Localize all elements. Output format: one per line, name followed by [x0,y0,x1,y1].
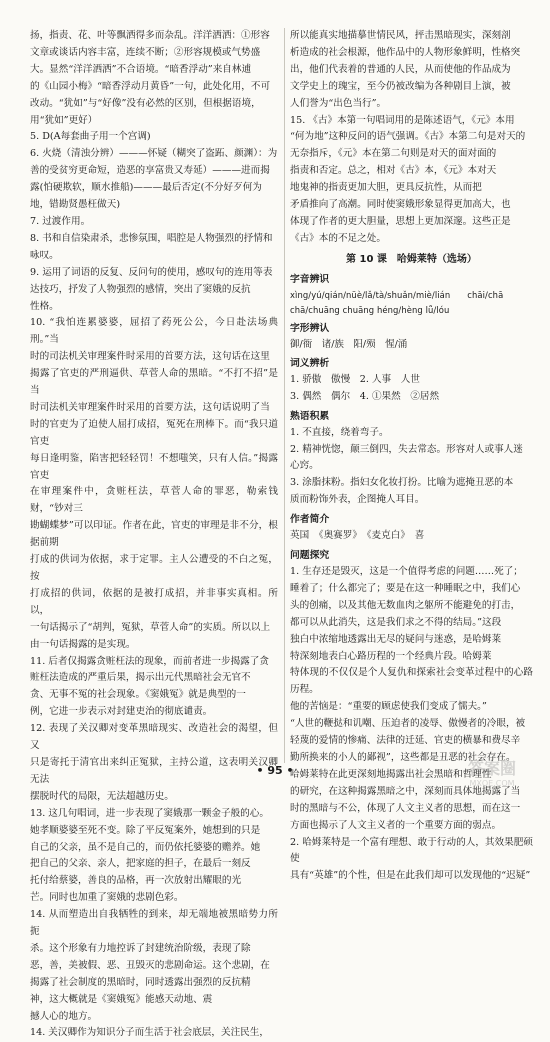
text-line: 指责和否定。总之，相对《古》本，《元》本对天 [290,165,497,177]
text-line: 析造成的社会根源，他作品中的人物形象鲜明，性格突 [290,46,521,58]
text-line: 6. 火烧（清浊分辨）———怀疑（糊突了盗跖、颜渊）：为 [30,148,278,160]
text-line: 人们誉为“出色当行”。 [290,97,387,109]
text-line: 7. 过渡作用。 [30,215,91,227]
text-line: 勘蝴蝶梦”可以印证。作者在此，官吏的审理是非不分，根据前期 [30,520,278,549]
shu-yu-line-3b: 质而粉饰外表，企图掩人耳目。 [290,494,425,506]
text-line: 独白中浓缩地透露出无尽的疑问与迷惑，是哈姆莱 [290,633,502,645]
shu-yu-line-2: 2. 精神恍惚，颠三倒四，失去常态。形容对人或事人迷 [290,443,523,455]
text-line: 用“犹如”更好） [30,114,98,126]
zuo-zhe-line: 英国 《奥赛罗》 《麦克白》 喜 [290,530,425,542]
text-line: 12. 表现了关汉卿对变革黑暗现实、改造社会的渴望，但又 [30,723,278,752]
text-line: 13. 这几句唱词，进一步表现了窦娥那一颗金子般的心。 [30,807,269,819]
text-line: 时的司法机关审理案件时采用的首要方法，这句话在这里 [30,351,270,363]
section-heading-zuo-zhe: 作者简介 [290,514,330,526]
page-number: • 95 • [256,764,294,777]
text-line: 11. 后者仅揭露贪赃枉法的现象，而前者进一步揭露了贪 [30,655,269,667]
text-line: 打成招的供词，依据的是被打成招，并非事实真相。所以， [30,587,278,616]
text-line: 揭露了官吏的严刑逼供、草菅人命的黑暗。“不打不招”是当 [30,368,278,397]
column-divider [284,28,285,763]
watermark-logo [446,754,538,790]
text-line: 撼人心的地方。 [30,1010,98,1022]
text-line: 扬，指责、花、叶等飘洒得多而杂乱。洋洋洒洒：①形容 [30,30,270,41]
text-line: 善的受贫穷更命短，造恶的享富贵又寿延）———进而揭 [30,165,270,177]
text-line: 《古》本的不足之处。 [290,232,386,244]
text-line: 改动。“犹如”与“好像”没有必然的区别，但根据语境， [30,97,261,109]
text-line: 时司法机关审理案件时采用的首要方法，这句话说明了当 [30,401,270,413]
section-heading-zi-yin: 字音辨识 [290,273,330,285]
text-line: 由一句话揭露的是实现。 [30,638,136,650]
text-line: 恶，善，美被假、恶、丑毁灭的悲剧命运。这个悲剧，在 [30,959,270,971]
text-line: 勤所换来的小人的鄙视”，这些都是丑恶的社会存在。 [290,752,516,763]
text-line: 咏叹。 [30,249,59,261]
shu-yu-line-3: 3. 涂脂抹粉。指妇女化妆打扮。比喻为遮掩丑恶的本 [290,477,514,489]
section-heading-zi-xing: 字形辨认 [290,322,330,334]
text-line: 文章或谈话内容丰富，连续不断；②形容规模或气势盛 [30,46,261,58]
text-line: 每日逢明鉴，陷害把轻轻罚！不想嗤笑，只有人信。”揭露官吏 [30,452,278,481]
right-answers [290,564,533,885]
text-line: 头的创痛，以及其他无数血肉之躯所不能避免的打击， [290,599,521,611]
text-line: 出，他们代表着的普通的人民，从而使他的作品成为 [290,63,511,75]
text-line: 的研究，在这种揭露黑暗之中，深刻而具体地揭露了当 [290,785,521,797]
text-line: 他的苦恼是：“重要的顾虑使我们变成了懦夫。” [290,701,487,713]
text-line: 的《山园小梅》“暗香浮动月黄昏”一句，此处化用，不可 [30,80,271,92]
text-line: 芒。同时也加重了窦娥的悲剧色彩。 [30,892,184,904]
text-line: 揭露了社会制度的黑暗时，同时透露出强烈的反抗精 [30,976,251,988]
text-line: 轻蔑的爱情的惨痛、法律的迁延、官吏的横暴和费尽辛 [290,735,521,747]
text-line: 睡着了；什么都完了；要是在这一种睡眠之中，我们心 [290,582,521,594]
text-line: 她孝顺婆婆至死不变。除了平反冤案外，她想到的只是 [30,824,261,836]
text-line: 所以能真实地描摹世情民风，抨击黑暗现实，深刻剖 [290,30,511,41]
section-heading-ci-yi: 词义辨析 [290,357,330,369]
text-line: 特体现的不仅仅是个人复仇和探索社会变革过程中的心路历程。 [290,667,533,696]
text-line: 赃枉法造成的严重后果，揭示出元代黑暗社会无官不 [30,672,251,684]
text-line: 文学史上的瑰宝，至今仍被改编为各种剧目上演，被 [290,80,511,92]
text-line: 2. 哈姆莱特是一个富有理想、敢于行动的人，其效果肥硕使 [290,836,533,865]
text-line: 在审理案件中，贪赃枉法，草菅人命的罪恶，勒索钱财，“钞对三 [30,486,278,515]
text-line: 具有“英雄”的个性，但是在此我们却可以发现他的“迟疑” [290,870,531,882]
watermark-text: 答案圈 [467,759,517,778]
text-line: 时的黑暗与不公，体现了人文主义者的思想，而在这一 [290,802,521,814]
left-column [30,28,278,1042]
text-line: 神，这大概就是《窦娥冤》能感天动地、震 [30,993,213,1005]
zi-xing-items: 御/衙 诸/族 阳/殒 惺/涌 [290,338,408,350]
text-line: 14. 从而塑造出自我牺牲的到来，却无端地被黑暗势力所扼 [30,909,278,938]
text-line: 8. 书和自信染肃杀，悲惨氛围，唱腔是人物强烈的抒情和 [30,232,273,244]
text-line: 摆脱时代的局限，无法超越历史。 [30,790,174,802]
text-line: 露(怕硬欺软，顺水推船)———最后否定(不分好歹何为 [30,182,262,194]
text-line: “人世的鞭挞和讥嘲、压迫者的凌辱、傲慢者的冷眼，被 [290,718,526,730]
pinyin-line: xìng/yú/qián/nüè/lǎ/tà/shuǎn/miè/lián chāi/chā [290,289,504,300]
text-line: 哈姆莱特在此更深刻地揭露出社会黑暗和哲理性 [290,768,492,780]
text-line: 矛盾推向了高潮。同时使窦娥形象显得更加高大，也 [290,199,511,211]
text-line: 无奈指斥，《元》本在第二句则是对天的面对面的 [290,148,497,160]
text-line: 把自己的父亲、亲人，把家庭的担子，在最后一刻反 [30,858,251,870]
shu-yu-line-1: 1. 不直接，绕着弯子。 [290,426,389,438]
text-line: 性格。 [30,300,59,312]
text-line: “何为地”这种反问的语气强调。《古》本第二句是对天的 [290,131,526,143]
text-line: 达技巧，抒发了人物强烈的感情，突出了窦娥的反抗 [30,283,251,295]
right-top-answers [290,28,533,248]
text-line: 大。显然“洋洋洒洒”不合语境。“暗香浮动”来自林逋 [30,63,252,75]
text-line: 特深刻地表白心路历程的一个经典片段。哈姆莱 [290,650,492,662]
ci-yi-line-2: 3. 偶然 偶尔 4. ①果然 ②居然 [290,390,440,402]
text-line: 自己的父亲，虽不是自己的，而仍依托婆婆的赡养。她 [30,841,261,853]
text-line: 体现了作者的更大胆量，思想上更加深邃。这些正是 [290,215,511,227]
text-line: 方面也揭示了人文主义者的一个重要方面的弱点。 [290,819,502,831]
text-line: 打成的供词为依据，求于定罪。主人公遭受的不白之冤，按 [30,554,278,582]
text-line: 1. 生存还是毁灭，这是一个值得考虑的问题……死了； [290,566,523,578]
text-line: 托付给蔡婆，善良的品格，再一次放射出耀眼的光 [30,875,242,887]
section-heading-shu-yu: 熟语积累 [290,410,330,422]
text-line: 15. 《古》本第一句唱词用的是陈述语气，《元》本用 [290,114,515,126]
ci-yi-line-1: 1. 骄傲 傲慢 2. 人事 人世 [290,373,420,385]
text-line: 地鬼神的指责更加大胆，更具反抗性，从而把 [290,182,482,194]
text-line: 10. “我怕连累婆婆，屈招了药死公公，今日赴法场典刑。”当 [30,317,278,346]
shu-yu-line-2b: 心窍。 [290,460,319,472]
text-line: 时的官吏为了迫使人屈打成招，冤死在刑棒下。而“我只道官吏 [30,418,278,447]
text-line: 贪、无事不冤的社会现象。《窦娥冤》就是典型的一 [30,689,246,701]
text-line: 都可以从此消失，这是我们求之不得的结局。”这段 [290,616,502,628]
text-line: 14. 关汉卿作为知识分子而生活于社会底层，关注民生， [30,1027,269,1039]
section-heading-wen-ti: 问题探究 [290,550,330,562]
pinyin-line-2: chā/chuāng chuāng héng/hèng lǚ/lóu [290,304,450,315]
text-line: 9. 运用了词语的反复、反问句的使用，感叹句的连用等表 [30,266,273,278]
text-line: 地，错勘贤愚枉做天) [30,199,121,211]
text-line: 杀。这个形象有力地控诉了封建统治阶级，表现了除 [30,942,251,954]
text-line: 5. D(A每套曲子用一个宫调) [30,131,151,143]
text-line: 只是寄托于清官出来纠正冤狱，主持公道，这表明关汉卿无法 [30,756,278,785]
lesson-title: 第 10 课 哈姆莱特（选场） [346,253,477,265]
text-line: 例，它进一步表示对封建吏治的彻底谴责。 [30,706,213,718]
text-line: 一句话揭示了“胡判，冤狱，草菅人命”的实质。所以以上 [30,621,271,633]
watermark-url: MXQE.COM [469,779,515,788]
